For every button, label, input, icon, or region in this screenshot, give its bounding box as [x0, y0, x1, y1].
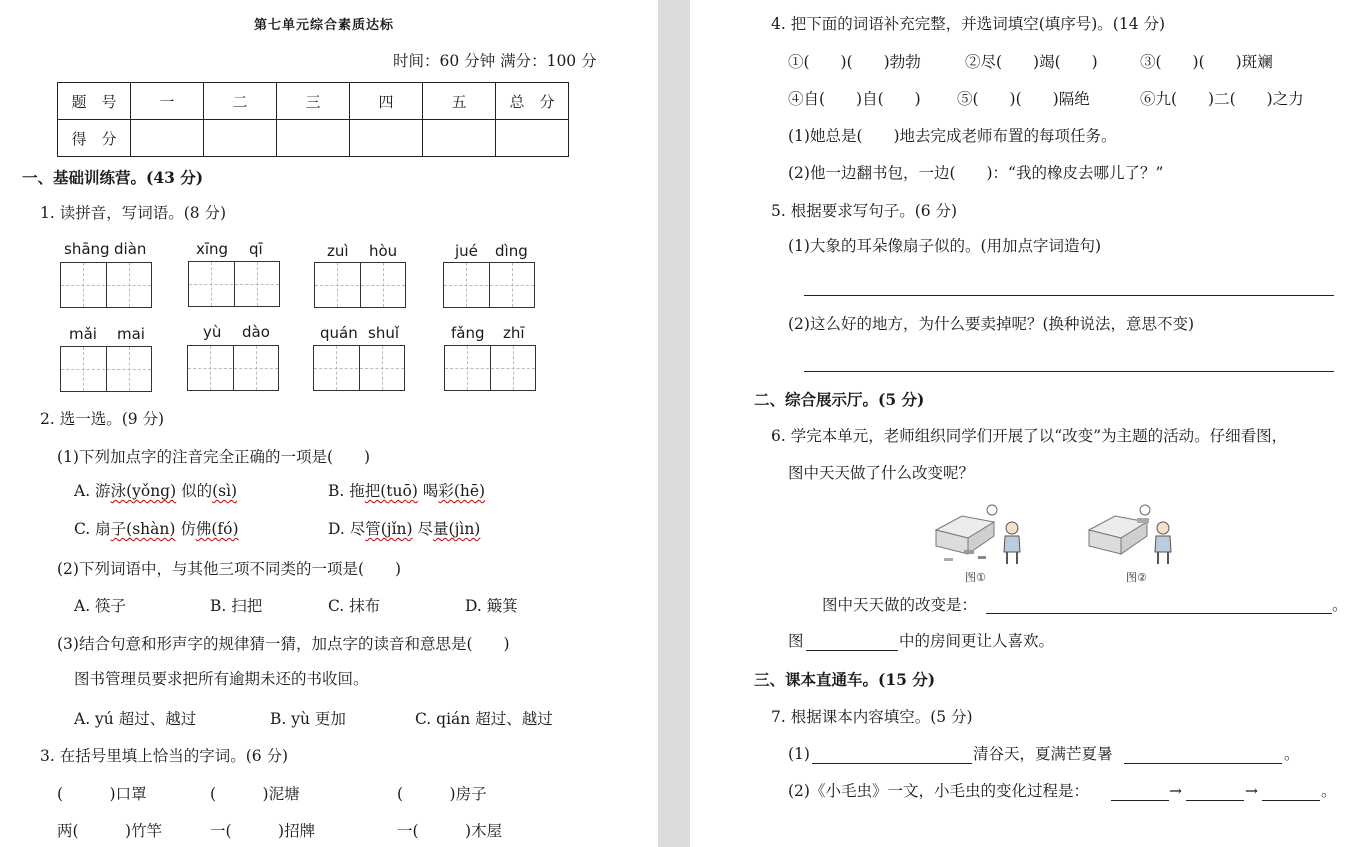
option-text: 仿	[175, 520, 196, 538]
pinyin-label: diàn	[114, 240, 147, 258]
q2-sub1-option-d[interactable]	[328, 522, 480, 538]
answer-line[interactable]	[1124, 763, 1282, 764]
q2-sub1: (1)下列加点字的注音完全正确的一项是( )	[57, 448, 371, 466]
q5-label: 5. 根据要求写句子。(6 分)	[771, 202, 958, 220]
q4-item[interactable]: ①( )( )勃勃	[788, 53, 921, 71]
q2-sub3-option-b[interactable]: B. yù 更加	[270, 710, 346, 728]
q4-sentence: (1)她总是( )地去完成老师布置的每项任务。	[788, 127, 1117, 145]
option-text: 尽	[412, 520, 434, 538]
q2-sub2-option-a[interactable]: A. 筷子	[74, 597, 127, 615]
q3-blank[interactable]: 一( )招牌	[210, 822, 316, 840]
pinyin-label: hòu	[369, 242, 398, 260]
q2-sub2: (2)下列词语中，与其他三项不同类的一项是( )	[57, 560, 402, 578]
q3-blank[interactable]: ( )泥塘	[210, 785, 300, 803]
q6-text-line2: 图中天天做了什么改变呢？	[788, 464, 975, 482]
arrow-icon: →	[1245, 782, 1258, 800]
q2-sub2-option-d[interactable]: D. 簸箕	[465, 597, 518, 615]
figure-2-caption: 图②	[1126, 571, 1147, 584]
option-text: 喝	[417, 482, 439, 500]
q4-item[interactable]: ②尽( )竭( )	[965, 53, 1098, 71]
tidy-room-illustration	[1085, 500, 1185, 568]
q2-sub1-option-b[interactable]	[328, 484, 485, 500]
writing-grid[interactable]	[187, 345, 279, 391]
q4-item[interactable]: ⑤( )( )隔绝	[957, 90, 1090, 108]
answer-line[interactable]	[1111, 800, 1169, 801]
writing-grid[interactable]	[188, 261, 280, 307]
option-text: 泳(yǒng)	[110, 482, 177, 500]
pinyin-label: shāng	[64, 240, 110, 258]
option-text: 佛(fó)	[195, 520, 239, 538]
pinyin-label: qī	[249, 240, 263, 258]
score-table	[57, 82, 569, 157]
pinyin-label: shuǐ	[368, 324, 399, 342]
q2-sub2-option-c[interactable]: C. 抹布	[328, 597, 381, 615]
option-text: A. 游	[74, 482, 111, 500]
time-info: 时间：60 分钟 满分：100 分	[393, 52, 597, 70]
score-table-cell: 得 分	[58, 120, 131, 157]
score-input-cell[interactable]	[204, 120, 277, 157]
answer-line[interactable]	[812, 763, 972, 764]
q4-item[interactable]: ④自( )自( )	[788, 90, 921, 108]
pinyin-label: yù	[203, 323, 222, 341]
section2-heading: 二、综合展示厅。(5 分)	[754, 390, 925, 409]
pinyin-label: xīng	[196, 240, 229, 258]
q2-sub3-sentence: 图书管理员要求把所有逾期未还的书收回。	[74, 670, 369, 688]
q6-answer-2-suffix: 中的房间更让人喜欢。	[899, 632, 1055, 650]
pinyin-label: fǎng	[451, 324, 485, 342]
answer-line[interactable]	[986, 613, 1332, 614]
q7-label: 7. 根据课本内容填空。(5 分)	[771, 708, 973, 726]
q3-blank[interactable]: 两( )竹竿	[57, 822, 163, 840]
pinyin-label: quán	[320, 324, 358, 342]
q2-sub3-option-c[interactable]: C. qián 超过、越过	[415, 710, 553, 728]
answer-line[interactable]	[1262, 800, 1320, 801]
score-input-cell[interactable]	[350, 120, 423, 157]
arrow-icon: →	[1169, 782, 1182, 800]
q3-label: 3. 在括号里填上恰当的字词。(6 分)	[40, 747, 289, 765]
writing-grid[interactable]	[443, 262, 535, 308]
left-page	[0, 0, 658, 847]
q7-s1-prefix: (1)	[788, 745, 810, 763]
writing-grid[interactable]	[444, 345, 536, 391]
writing-grid[interactable]	[314, 262, 406, 308]
q5-sentence-1: (1)大象的耳朵像扇子似的。(用加点字词造句)	[788, 237, 1102, 255]
q2-sub2-option-b[interactable]: B. 扫把	[210, 597, 263, 615]
writing-grid[interactable]	[60, 262, 152, 308]
pinyin-label: jué	[455, 242, 478, 260]
option-text: C. 扇	[74, 520, 111, 538]
q1-label: 1. 读拼音，写词语。(8 分)	[40, 204, 227, 222]
q7-s1-end: 。	[1284, 745, 1300, 763]
q5-sentence-2: (2)这么好的地方，为什么要卖掉呢？(换种说法，意思不变)	[788, 315, 1195, 333]
answer-line[interactable]	[806, 650, 898, 651]
score-table-score-row	[58, 120, 569, 157]
writing-grid[interactable]	[313, 345, 405, 391]
option-text: (sì)	[212, 482, 238, 500]
pinyin-label: zuì	[327, 242, 349, 260]
answer-line[interactable]	[804, 371, 1334, 372]
q3-blank[interactable]: 一( )木屋	[397, 822, 503, 840]
option-text: B. 拖	[328, 482, 365, 500]
q4-label: 4. 把下面的词语补充完整，并选词填空(填序号)。(14 分)	[771, 15, 1166, 33]
q4-sentence: (2)他一边翻书包，一边( )：“我的橡皮去哪儿了？”	[788, 164, 1164, 182]
score-table-cell: 五	[423, 83, 496, 120]
score-table-cell: 三	[277, 83, 350, 120]
q6-answer-2-prefix: 图	[788, 632, 804, 650]
score-table-header-row	[58, 83, 569, 120]
score-table-cell: 四	[350, 83, 423, 120]
q7-s1-middle: 清谷天，夏满芒夏暑	[973, 745, 1113, 763]
q4-item[interactable]: ③( )( )斑斓	[1140, 53, 1273, 71]
option-text: D. 尽	[328, 520, 366, 538]
score-input-cell[interactable]	[496, 120, 569, 157]
score-table-cell: 一	[131, 83, 204, 120]
score-input-cell[interactable]	[277, 120, 350, 157]
pinyin-label: dào	[242, 323, 270, 341]
q2-sub1-option-a[interactable]	[74, 484, 237, 500]
q2-label: 2. 选一选。(9 分)	[40, 410, 165, 428]
answer-line[interactable]	[1186, 800, 1244, 801]
option-text: 把(tuō)	[364, 482, 418, 500]
option-text: 管(jǐn)	[365, 520, 413, 538]
score-table-cell: 二	[204, 83, 277, 120]
score-input-cell[interactable]	[131, 120, 204, 157]
q6-answer-1: 图中天天做的改变是：	[822, 596, 978, 614]
page-title: 第七单元综合素质达标	[254, 18, 395, 33]
q7-s2-prefix: (2)《小毛虫》一文，小毛虫的变化过程是：	[788, 782, 1089, 800]
q2-sub1-option-c[interactable]	[74, 522, 239, 538]
option-text: 量(jìn)	[433, 520, 481, 538]
q7-s2-end: 。	[1321, 782, 1337, 800]
q3-blank[interactable]: ( )口罩	[57, 785, 147, 803]
q3-blank[interactable]: ( )房子	[397, 785, 487, 803]
pinyin-label: zhī	[503, 324, 525, 342]
section1-heading: 一、基础训练营。(43 分)	[22, 168, 204, 187]
score-input-cell[interactable]	[423, 120, 496, 157]
score-table-cell: 题 号	[58, 83, 131, 120]
score-table-cell: 总 分	[496, 83, 569, 120]
q6-answer-1-end: 。	[1332, 596, 1348, 614]
option-text: 子(shàn)	[110, 520, 176, 538]
q4-item[interactable]: ⑥九( )二( )之力	[1140, 90, 1304, 108]
answer-line[interactable]	[804, 295, 1334, 296]
q6-text-line1: 6. 学完本单元，老师组织同学们开展了以“改变”为主题的活动。仔细看图，	[771, 427, 1288, 445]
pinyin-label: dìng	[495, 242, 528, 260]
pinyin-label: mai	[117, 325, 145, 343]
option-text: 似的	[176, 482, 213, 500]
q2-sub3: (3)结合句意和形声字的规律猜一猜，加点字的读音和意思是( )	[57, 635, 510, 653]
figure-1-caption: 图①	[965, 571, 986, 584]
q2-sub3-option-a[interactable]: A. yú 超过、越过	[74, 710, 197, 728]
pinyin-label: mǎi	[69, 325, 97, 343]
writing-grid[interactable]	[60, 346, 152, 392]
messy-room-illustration	[932, 500, 1032, 568]
option-text: 彩(hē)	[438, 482, 486, 500]
section3-heading: 三、课本直通车。(15 分)	[754, 670, 936, 689]
right-page	[690, 0, 1363, 847]
